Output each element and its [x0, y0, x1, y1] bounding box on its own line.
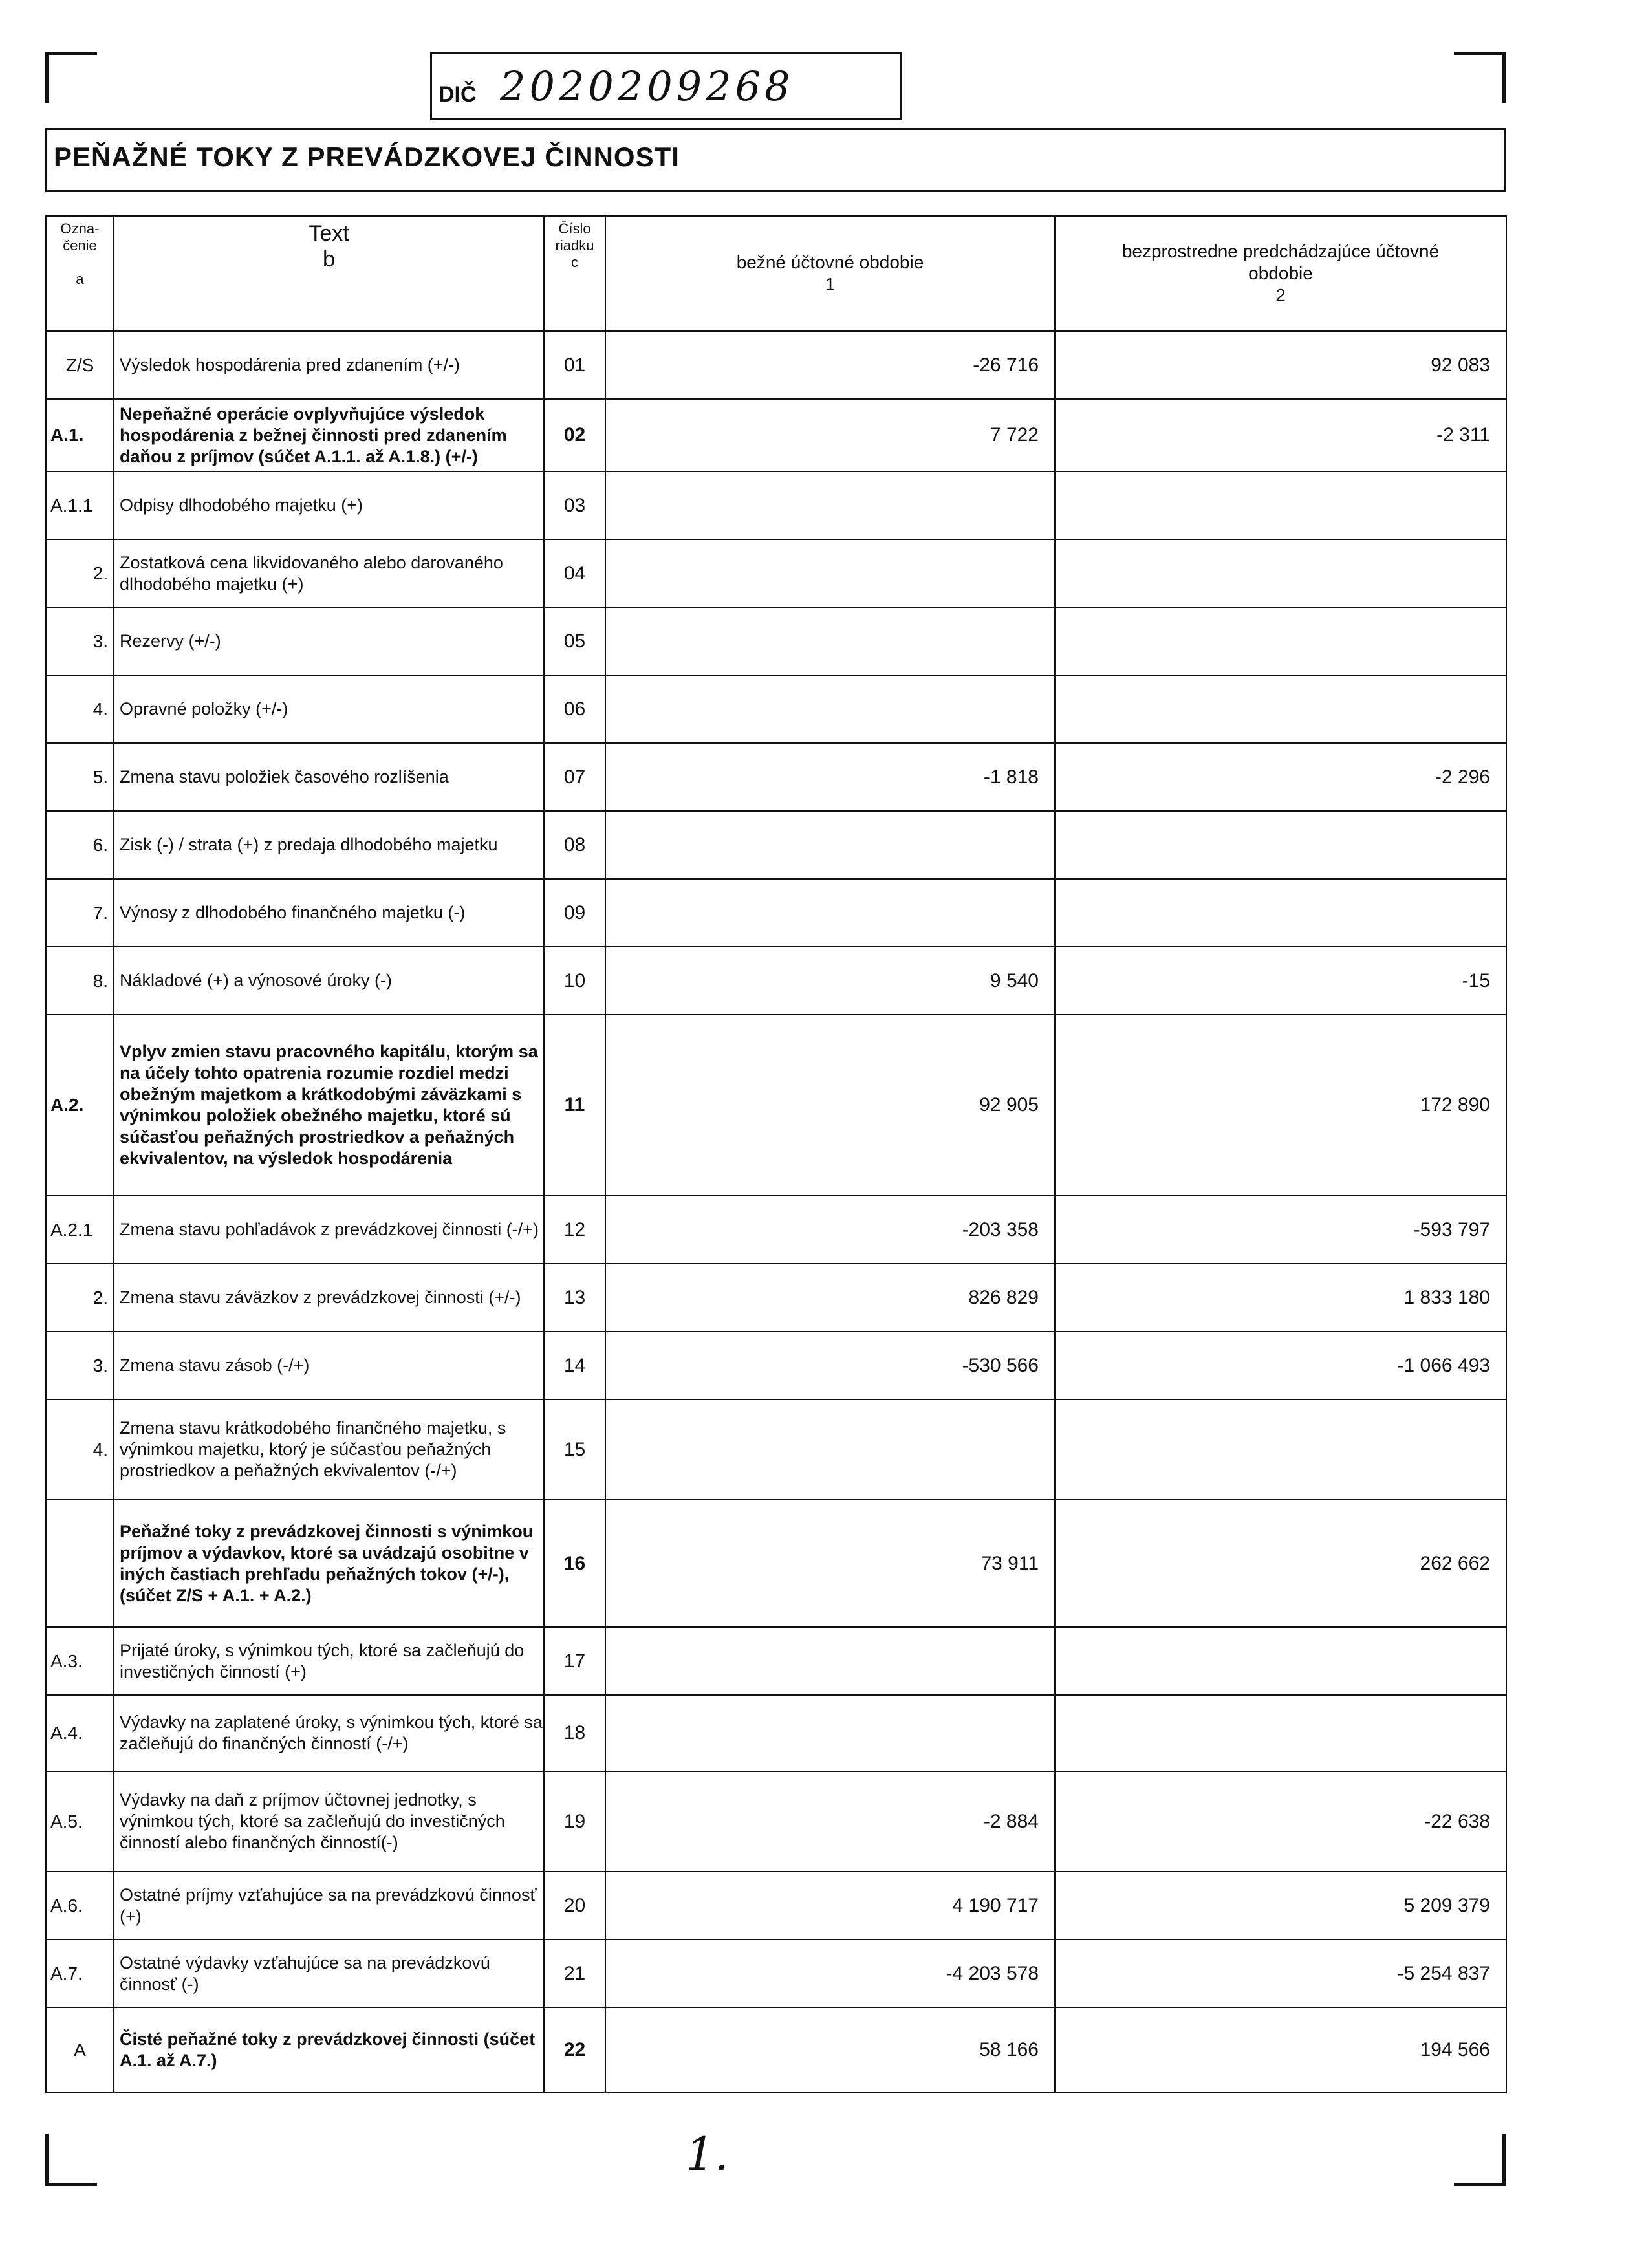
row-number: 06: [544, 675, 605, 743]
row-text: Zmena stavu zásob (-/+): [114, 1332, 544, 1399]
table-row: [46, 1771, 1506, 1872]
row-number: 11: [544, 1015, 605, 1196]
page-number: 1.: [686, 2128, 729, 2181]
row-text: Zostatková cena likvidovaného alebo darovaného dlhodobého majetku (+): [114, 539, 544, 607]
row-previous-value: -22 638: [1055, 1771, 1506, 1872]
corner-mark-bottom-right-h: [1454, 2183, 1506, 2186]
row-previous-value: -2 296: [1055, 743, 1506, 811]
row-text: Zmena stavu pohľadávok z prevádzkovej činnosti (-/+): [114, 1196, 544, 1264]
dic-label: DIČ: [439, 82, 477, 107]
row-text: Zmena stavu záväzkov z prevádzkovej činnosti (+/-): [114, 1264, 544, 1332]
row-text: Odpisy dlhodobého majetku (+): [114, 471, 544, 539]
row-mark: [46, 1500, 114, 1627]
row-number: 19: [544, 1771, 605, 1872]
row-mark: 2.: [46, 1264, 114, 1332]
corner-mark-top-left-v: [45, 52, 49, 103]
row-mark: 2.: [46, 539, 114, 607]
row-text: Zmena stavu položiek časového rozlíšenia: [114, 743, 544, 811]
row-number: 10: [544, 947, 605, 1015]
table-row: [46, 1500, 1506, 1627]
row-current-value: -2 884: [605, 1771, 1055, 1872]
row-number: 12: [544, 1196, 605, 1264]
row-previous-value: [1055, 675, 1506, 743]
row-text: Ostatné výdavky vzťahujúce sa na prevádzkovú činnosť (-): [114, 1939, 544, 2007]
header-text: Text b: [114, 216, 544, 331]
row-previous-value: [1055, 471, 1506, 539]
table-row: [46, 2007, 1506, 2093]
row-previous-value: [1055, 1399, 1506, 1500]
table-row: [46, 331, 1506, 399]
table-row: [46, 675, 1506, 743]
row-current-value: -1 818: [605, 743, 1055, 811]
header-current-period: bežné účtovné obdobie 1: [605, 216, 1055, 331]
section-title: PEŇAŽNÉ TOKY Z PREVÁDZKOVEJ ČINNOSTI: [54, 142, 680, 172]
table-row: [46, 811, 1506, 879]
row-text: Ostatné príjmy vzťahujúce sa na prevádzkovú činnosť (+): [114, 1872, 544, 1939]
table-header-row: [46, 216, 1506, 331]
row-text: Výsledok hospodárenia pred zdanením (+/-): [114, 331, 544, 399]
row-number: 05: [544, 607, 605, 675]
row-mark: 3.: [46, 607, 114, 675]
row-previous-value: 1 833 180: [1055, 1264, 1506, 1332]
table-row: [46, 399, 1506, 471]
row-mark: A.2.1: [46, 1196, 114, 1264]
row-number: 21: [544, 1939, 605, 2007]
row-previous-value: -5 254 837: [1055, 1939, 1506, 2007]
table-row: [46, 879, 1506, 947]
row-current-value: [605, 879, 1055, 947]
row-number: 16: [544, 1500, 605, 1627]
table-row: [46, 539, 1506, 607]
row-previous-value: [1055, 607, 1506, 675]
row-text: Vplyv zmien stavu pracovného kapitálu, ktorým sa na účely tohto opatrenia rozumie rozdiel medzi obežným majetkom a krátkodobými záväzkami s výnimkou položiek obežného majetku, ktoré sú súčasťou peňažných prostriedkov a peňažných ekvivalentov, na výsledok hospodárenia: [114, 1015, 544, 1196]
row-previous-value: [1055, 1627, 1506, 1695]
row-current-value: [605, 471, 1055, 539]
row-text: Výdavky na zaplatené úroky, s výnimkou tých, ktoré sa začleňujú do finančných činností (-/+): [114, 1695, 544, 1771]
corner-mark-bottom-left-v: [45, 2134, 49, 2186]
row-text: Výnosy z dlhodobého finančného majetku (-): [114, 879, 544, 947]
row-mark: A.3.: [46, 1627, 114, 1695]
row-mark: 4.: [46, 1399, 114, 1500]
row-text: Rezervy (+/-): [114, 607, 544, 675]
row-number: 15: [544, 1399, 605, 1500]
table-row: [46, 1939, 1506, 2007]
row-current-value: 92 905: [605, 1015, 1055, 1196]
row-mark: 7.: [46, 879, 114, 947]
row-current-value: 58 166: [605, 2007, 1055, 2093]
row-text: Prijaté úroky, s výnimkou tých, ktoré sa začleňujú do investičných činností (+): [114, 1627, 544, 1695]
row-mark: 8.: [46, 947, 114, 1015]
row-previous-value: 262 662: [1055, 1500, 1506, 1627]
row-text: Zmena stavu krátkodobého finančného majetku, s výnimkou majetku, ktorý je súčasťou peňažných prostriedkov a peňažných ekvivalentov (-/+): [114, 1399, 544, 1500]
row-mark: A.6.: [46, 1872, 114, 1939]
header-row-number: Číslo riadku c: [544, 216, 605, 331]
row-number: 09: [544, 879, 605, 947]
row-current-value: 7 722: [605, 399, 1055, 471]
row-current-value: [605, 607, 1055, 675]
corner-mark-top-left-h: [45, 52, 97, 55]
row-previous-value: [1055, 879, 1506, 947]
dic-value-handwritten: 2020209268: [500, 63, 794, 110]
section-title-box: [45, 128, 1506, 192]
row-mark: A: [46, 2007, 114, 2093]
table-row: [46, 1627, 1506, 1695]
row-current-value: [605, 811, 1055, 879]
row-previous-value: [1055, 539, 1506, 607]
row-number: 03: [544, 471, 605, 539]
corner-mark-top-right-v: [1502, 52, 1506, 103]
row-mark: A.1.1: [46, 471, 114, 539]
row-previous-value: 92 083: [1055, 331, 1506, 399]
row-current-value: [605, 1399, 1055, 1500]
row-number: 18: [544, 1695, 605, 1771]
row-current-value: [605, 1627, 1055, 1695]
row-current-value: -203 358: [605, 1196, 1055, 1264]
row-previous-value: [1055, 1695, 1506, 1771]
row-mark: Z/S: [46, 331, 114, 399]
row-current-value: -4 203 578: [605, 1939, 1055, 2007]
corner-mark-bottom-right-v: [1502, 2134, 1506, 2186]
table-row: [46, 607, 1506, 675]
row-text: Zisk (-) / strata (+) z predaja dlhodobého majetku: [114, 811, 544, 879]
row-text: Peňažné toky z prevádzkovej činnosti s výnimkou príjmov a výdavkov, ktoré sa uvádzajú osobitne v iných častiach prehľadu peňažných tokov (+/-), (súčet Z/S + A.1. + A.2.): [114, 1500, 544, 1627]
row-text: Čisté peňažné toky z prevádzkovej činnosti (súčet A.1. až A.7.): [114, 2007, 544, 2093]
row-mark: A.2.: [46, 1015, 114, 1196]
row-mark: 4.: [46, 675, 114, 743]
table-row: [46, 471, 1506, 539]
row-previous-value: -593 797: [1055, 1196, 1506, 1264]
row-number: 22: [544, 2007, 605, 2093]
row-current-value: [605, 675, 1055, 743]
row-mark: 3.: [46, 1332, 114, 1399]
row-previous-value: -2 311: [1055, 399, 1506, 471]
row-text: Nákladové (+) a výnosové úroky (-): [114, 947, 544, 1015]
row-text: Nepeňažné operácie ovplyvňujúce výsledok hospodárenia z bežnej činnosti pred zdanením daňou z príjmov (súčet A.1.1. až A.1.8.) (+/-): [114, 399, 544, 471]
row-current-value: -530 566: [605, 1332, 1055, 1399]
table-row: [46, 947, 1506, 1015]
row-number: 14: [544, 1332, 605, 1399]
row-mark: A.4.: [46, 1695, 114, 1771]
table-row: [46, 1872, 1506, 1939]
row-current-value: -26 716: [605, 331, 1055, 399]
row-mark: A.1.: [46, 399, 114, 471]
row-number: 07: [544, 743, 605, 811]
table-row: [46, 1332, 1506, 1399]
corner-mark-bottom-left-h: [45, 2183, 97, 2186]
row-mark: A.7.: [46, 1939, 114, 2007]
row-previous-value: 194 566: [1055, 2007, 1506, 2093]
row-previous-value: 172 890: [1055, 1015, 1506, 1196]
row-current-value: 826 829: [605, 1264, 1055, 1332]
row-number: 20: [544, 1872, 605, 1939]
table-row: [46, 1196, 1506, 1264]
row-previous-value: -1 066 493: [1055, 1332, 1506, 1399]
table-row: [46, 1695, 1506, 1771]
header-previous-period: bezprostredne predchádzajúce účtovné obdobie 2: [1055, 216, 1506, 331]
header-mark: Ozna- čenie a: [46, 216, 114, 331]
row-text: Opravné položky (+/-): [114, 675, 544, 743]
row-number: 08: [544, 811, 605, 879]
cash-flow-table: [45, 215, 1507, 2093]
row-mark: 5.: [46, 743, 114, 811]
row-number: 13: [544, 1264, 605, 1332]
row-previous-value: -15: [1055, 947, 1506, 1015]
row-previous-value: [1055, 811, 1506, 879]
row-number: 02: [544, 399, 605, 471]
row-current-value: 4 190 717: [605, 1872, 1055, 1939]
row-number: 17: [544, 1627, 605, 1695]
table-row: [46, 743, 1506, 811]
table-row: [46, 1399, 1506, 1500]
row-current-value: [605, 1695, 1055, 1771]
row-previous-value: 5 209 379: [1055, 1872, 1506, 1939]
row-text: Výdavky na daň z príjmov účtovnej jednotky, s výnimkou tých, ktoré sa začleňujú do investičných činností alebo finančných činností(-): [114, 1771, 544, 1872]
row-number: 01: [544, 331, 605, 399]
row-mark: 6.: [46, 811, 114, 879]
row-mark: A.5.: [46, 1771, 114, 1872]
corner-mark-top-right-h: [1454, 52, 1506, 55]
row-number: 04: [544, 539, 605, 607]
table-row: [46, 1264, 1506, 1332]
table-row: [46, 1015, 1506, 1196]
row-current-value: [605, 539, 1055, 607]
row-current-value: 9 540: [605, 947, 1055, 1015]
row-current-value: 73 911: [605, 1500, 1055, 1627]
dic-box: [430, 52, 902, 120]
